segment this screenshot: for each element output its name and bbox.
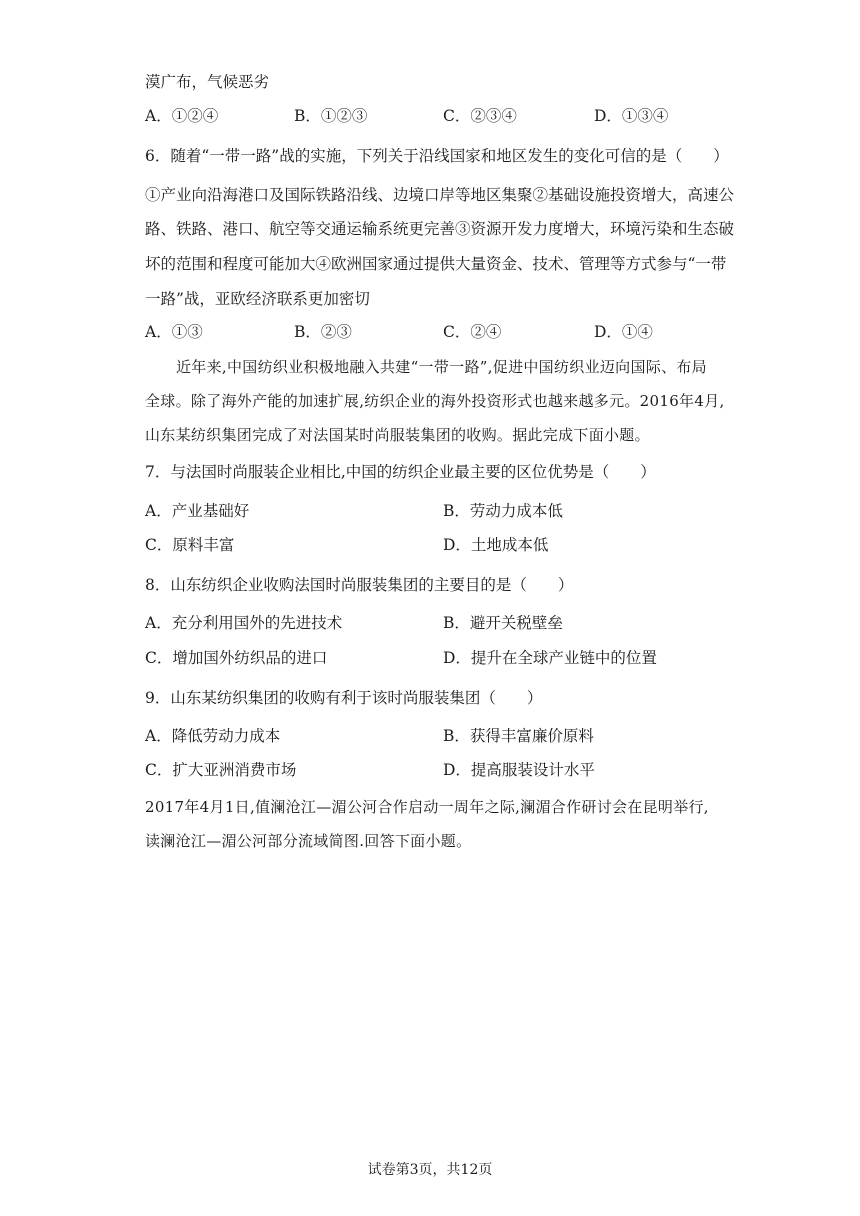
page-footer: 试卷第3页，共12页 (367, 1162, 493, 1178)
q7-option-d[interactable]: D．土地成本低 (443, 536, 549, 554)
q8-option-a[interactable]: A．充分利用国外的先进技术 (145, 614, 343, 632)
passage-line: 2017年4月1日,值澜沧江—湄公河合作启动一周年之际,澜湄合作研讨会在昆明举行, (145, 798, 709, 816)
q8-stem: 8．山东纺织企业收购法国时尚服装集团的主要目的是（ ） (145, 576, 574, 594)
q6-statement-line: ①产业向沿海港口及国际铁路沿线、边境口岸等地区集聚②基础设施投资增大，高速公 (145, 186, 735, 204)
q6-option-d[interactable]: D．①④ (594, 323, 653, 341)
q7-stem: 7．与法国时尚服装企业相比,中国的纺织企业最主要的区位优势是（ ） (145, 463, 656, 481)
q9-option-c[interactable]: C．扩大亚洲消费市场 (145, 761, 297, 779)
passage-line: 近年来,中国纺织业积极地融入共建“一带一路”,促进中国纺织业迈向国际、布局 (176, 358, 707, 376)
q6-stem: 6．随着“一带一路”战的实施，下列关于沿线国家和地区发生的变化可信的是（ ） (145, 147, 729, 165)
q8-option-d[interactable]: D．提升在全球产业链中的位置 (443, 649, 657, 667)
q9-option-b[interactable]: B．获得丰富廉价原料 (443, 727, 594, 745)
q5-option-a[interactable]: A．①②④ (145, 107, 219, 125)
continuation-text: 漠广布，气候恶劣 (145, 73, 270, 91)
q7-option-b[interactable]: B．劳动力成本低 (443, 502, 563, 520)
q6-option-b[interactable]: B．②③ (294, 323, 352, 341)
q6-option-c[interactable]: C．②④ (443, 323, 502, 341)
q6-statement-line: 路、铁路、港口、航空等交通运输系统更完善③资源开发力度增大，环境污染和生态破 (145, 220, 735, 238)
passage-line: 全球。除了海外产能的加速扩展,纺织企业的海外投资形式也越来越多元。2016年4月, (145, 392, 725, 410)
q5-option-b[interactable]: B．①②③ (294, 107, 368, 125)
passage-line: 山东某纺织集团完成了对法国某时尚服装集团的收购。据此完成下面小题。 (145, 426, 650, 444)
q9-option-a[interactable]: A．降低劳动力成本 (145, 727, 281, 745)
q9-stem: 9．山东某纺织集团的收购有利于该时尚服装集团（ ） (145, 689, 543, 707)
q5-option-d[interactable]: D．①③④ (594, 107, 669, 125)
q8-option-c[interactable]: C．增加国外纺织品的进口 (145, 649, 328, 667)
q6-option-a[interactable]: A．①③ (145, 323, 203, 341)
q6-statement-line: 一路”战，亚欧经济联系更加密切 (145, 290, 370, 308)
q7-option-a[interactable]: A．产业基础好 (145, 502, 250, 520)
q8-option-b[interactable]: B．避开关税壁垒 (443, 614, 563, 632)
q5-option-c[interactable]: C．②③④ (443, 107, 517, 125)
passage-line: 读澜沧江—湄公河部分流域简图.回答下面小题。 (145, 832, 472, 850)
q7-option-c[interactable]: C．原料丰富 (145, 536, 235, 554)
q6-statement-line: 坏的范围和程度可能加大④欧洲国家通过提供大量资金、技术、管理等方式参与“一带 (145, 255, 727, 273)
q9-option-d[interactable]: D．提高服装设计水平 (443, 761, 595, 779)
